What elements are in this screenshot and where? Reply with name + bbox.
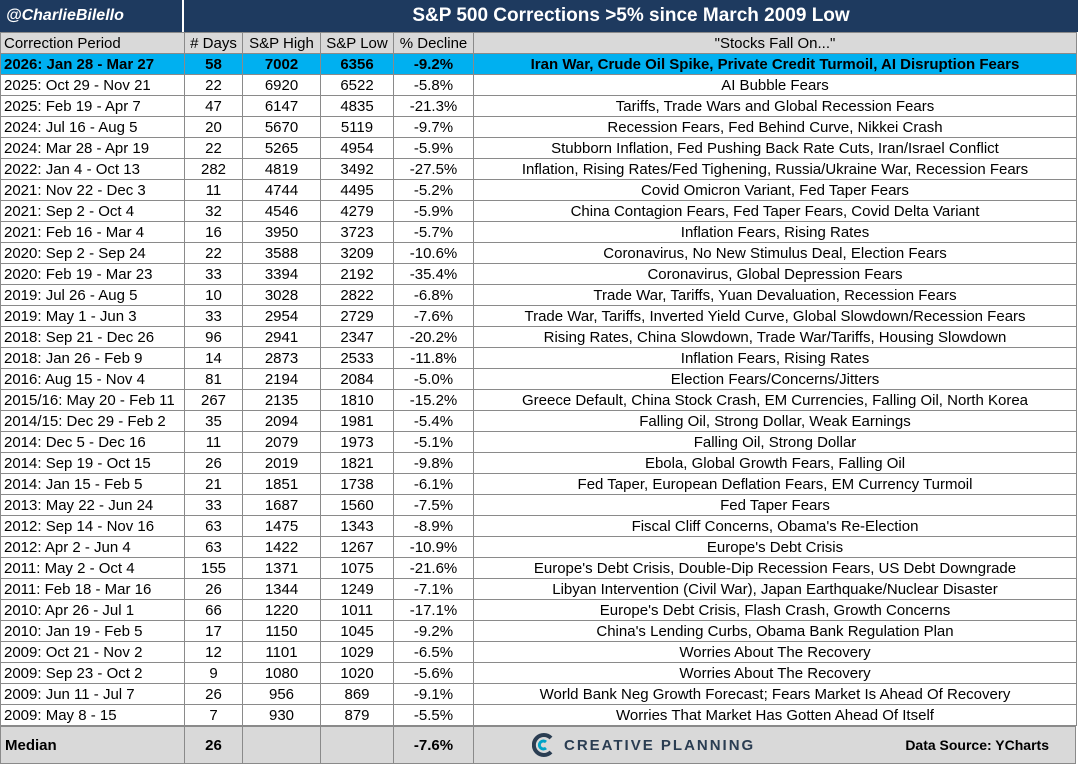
row-high: 930 bbox=[243, 705, 321, 726]
row-low: 1045 bbox=[321, 621, 394, 642]
row-reason: Fed Taper Fears bbox=[474, 495, 1077, 516]
author-handle: @CharlieBilello bbox=[0, 0, 184, 32]
row-low: 1738 bbox=[321, 474, 394, 495]
col-header-high: S&P High bbox=[243, 33, 321, 54]
row-reason: Worries That Market Has Gotten Ahead Of Itself bbox=[474, 705, 1077, 726]
row-reason: Covid Omicron Variant, Fed Taper Fears bbox=[474, 180, 1077, 201]
row-high: 1371 bbox=[243, 558, 321, 579]
row-period: 2009: Oct 21 - Nov 2 bbox=[1, 642, 185, 663]
row-reason: Trade War, Tariffs, Inverted Yield Curve, Global Slowdown/Recession Fears bbox=[474, 306, 1077, 327]
row-reason: Worries About The Recovery bbox=[474, 663, 1077, 684]
row-reason: Fed Taper, European Deflation Fears, EM Currency Turmoil bbox=[474, 474, 1077, 495]
row-low: 4835 bbox=[321, 96, 394, 117]
row-days: 14 bbox=[185, 348, 243, 369]
row-days: 21 bbox=[185, 474, 243, 495]
row-decline: -9.1% bbox=[394, 684, 474, 705]
row-period: 2025: Feb 19 - Apr 7 bbox=[1, 96, 185, 117]
table-row bbox=[1, 75, 1077, 96]
row-period: 2019: May 1 - Jun 3 bbox=[1, 306, 185, 327]
row-low: 4954 bbox=[321, 138, 394, 159]
row-low: 1973 bbox=[321, 432, 394, 453]
row-period: 2021: Sep 2 - Oct 4 bbox=[1, 201, 185, 222]
row-days: 20 bbox=[185, 117, 243, 138]
row-high: 3588 bbox=[243, 243, 321, 264]
row-high: 2954 bbox=[243, 306, 321, 327]
row-decline: -11.8% bbox=[394, 348, 474, 369]
row-decline: -9.7% bbox=[394, 117, 474, 138]
row-high: 4819 bbox=[243, 159, 321, 180]
row-low: 6522 bbox=[321, 75, 394, 96]
table-row bbox=[1, 390, 1077, 411]
row-high: 1080 bbox=[243, 663, 321, 684]
row-low: 3492 bbox=[321, 159, 394, 180]
row-reason: Recession Fears, Fed Behind Curve, Nikkei Crash bbox=[474, 117, 1077, 138]
row-low: 5119 bbox=[321, 117, 394, 138]
row-period: 2014: Sep 19 - Oct 15 bbox=[1, 453, 185, 474]
row-reason: Stubborn Inflation, Fed Pushing Back Rate Cuts, Iran/Israel Conflict bbox=[474, 138, 1077, 159]
row-days: 33 bbox=[185, 495, 243, 516]
row-high: 2194 bbox=[243, 369, 321, 390]
row-period: 2009: Jun 11 - Jul 7 bbox=[1, 684, 185, 705]
table-row bbox=[1, 159, 1077, 180]
row-high: 3394 bbox=[243, 264, 321, 285]
row-period: 2011: Feb 18 - Mar 16 bbox=[1, 579, 185, 600]
row-period: 2020: Feb 19 - Mar 23 bbox=[1, 264, 185, 285]
median-footer bbox=[0, 726, 1076, 764]
row-period: 2013: May 22 - Jun 24 bbox=[1, 495, 185, 516]
row-decline: -35.4% bbox=[394, 264, 474, 285]
row-reason: Greece Default, China Stock Crash, EM Currencies, Falling Oil, North Korea bbox=[474, 390, 1077, 411]
row-decline: -9.2% bbox=[394, 54, 474, 75]
row-decline: -9.2% bbox=[394, 621, 474, 642]
row-days: 11 bbox=[185, 180, 243, 201]
row-days: 63 bbox=[185, 537, 243, 558]
table-row bbox=[1, 474, 1077, 495]
row-period: 2018: Jan 26 - Feb 9 bbox=[1, 348, 185, 369]
row-reason: Coronavirus, No New Stimulus Deal, Election Fears bbox=[474, 243, 1077, 264]
col-header-decline: % Decline bbox=[394, 33, 474, 54]
row-period: 2019: Jul 26 - Aug 5 bbox=[1, 285, 185, 306]
row-decline: -20.2% bbox=[394, 327, 474, 348]
row-high: 1220 bbox=[243, 600, 321, 621]
row-high: 1101 bbox=[243, 642, 321, 663]
row-period: 2025: Oct 29 - Nov 21 bbox=[1, 75, 185, 96]
row-high: 1687 bbox=[243, 495, 321, 516]
row-period: 2014/15: Dec 29 - Feb 2 bbox=[1, 411, 185, 432]
row-days: 33 bbox=[185, 306, 243, 327]
row-days: 17 bbox=[185, 621, 243, 642]
row-decline: -5.4% bbox=[394, 411, 474, 432]
row-period: 2012: Sep 14 - Nov 16 bbox=[1, 516, 185, 537]
table-row bbox=[1, 411, 1077, 432]
row-decline: -17.1% bbox=[394, 600, 474, 621]
row-decline: -10.9% bbox=[394, 537, 474, 558]
row-decline: -5.2% bbox=[394, 180, 474, 201]
row-low: 2084 bbox=[321, 369, 394, 390]
row-period: 2010: Jan 19 - Feb 5 bbox=[1, 621, 185, 642]
row-days: 9 bbox=[185, 663, 243, 684]
footer-branding bbox=[474, 727, 1075, 763]
row-high: 2094 bbox=[243, 411, 321, 432]
row-reason: Trade War, Tariffs, Yuan Devaluation, Recession Fears bbox=[474, 285, 1077, 306]
row-days: 26 bbox=[185, 684, 243, 705]
row-period: 2021: Feb 16 - Mar 4 bbox=[1, 222, 185, 243]
table-row bbox=[1, 453, 1077, 474]
row-low: 6356 bbox=[321, 54, 394, 75]
row-high: 3950 bbox=[243, 222, 321, 243]
table-row bbox=[1, 642, 1077, 663]
table-row bbox=[1, 138, 1077, 159]
row-decline: -27.5% bbox=[394, 159, 474, 180]
row-reason: AI Bubble Fears bbox=[474, 75, 1077, 96]
row-decline: -7.6% bbox=[394, 306, 474, 327]
table-row bbox=[1, 285, 1077, 306]
row-high: 5265 bbox=[243, 138, 321, 159]
row-period: 2012: Apr 2 - Jun 4 bbox=[1, 537, 185, 558]
row-days: 10 bbox=[185, 285, 243, 306]
row-reason: Ebola, Global Growth Fears, Falling Oil bbox=[474, 453, 1077, 474]
row-period: 2020: Sep 2 - Sep 24 bbox=[1, 243, 185, 264]
median-days: 26 bbox=[185, 727, 243, 763]
table-row bbox=[1, 600, 1077, 621]
row-reason: Europe's Debt Crisis bbox=[474, 537, 1077, 558]
row-period: 2010: Apr 26 - Jul 1 bbox=[1, 600, 185, 621]
table-row bbox=[1, 243, 1077, 264]
table-row bbox=[1, 684, 1077, 705]
row-days: 81 bbox=[185, 369, 243, 390]
table-row bbox=[1, 201, 1077, 222]
row-reason: Tariffs, Trade Wars and Global Recession Fears bbox=[474, 96, 1077, 117]
row-days: 63 bbox=[185, 516, 243, 537]
row-high: 4546 bbox=[243, 201, 321, 222]
table-row bbox=[1, 180, 1077, 201]
row-days: 58 bbox=[185, 54, 243, 75]
row-decline: -6.8% bbox=[394, 285, 474, 306]
row-reason: China's Lending Curbs, Obama Bank Regulation Plan bbox=[474, 621, 1077, 642]
table-row bbox=[1, 663, 1077, 684]
row-low: 1011 bbox=[321, 600, 394, 621]
row-days: 66 bbox=[185, 600, 243, 621]
row-low: 1981 bbox=[321, 411, 394, 432]
row-high: 4744 bbox=[243, 180, 321, 201]
row-low: 4495 bbox=[321, 180, 394, 201]
row-days: 22 bbox=[185, 243, 243, 264]
table-row bbox=[1, 54, 1077, 75]
row-low: 2192 bbox=[321, 264, 394, 285]
median-high-empty bbox=[243, 727, 321, 763]
row-days: 155 bbox=[185, 558, 243, 579]
row-high: 956 bbox=[243, 684, 321, 705]
row-reason: Falling Oil, Strong Dollar bbox=[474, 432, 1077, 453]
row-high: 6920 bbox=[243, 75, 321, 96]
table-row bbox=[1, 432, 1077, 453]
row-days: 22 bbox=[185, 75, 243, 96]
row-low: 1249 bbox=[321, 579, 394, 600]
row-high: 2135 bbox=[243, 390, 321, 411]
col-header-low: S&P Low bbox=[321, 33, 394, 54]
row-low: 1343 bbox=[321, 516, 394, 537]
row-reason: World Bank Neg Growth Forecast; Fears Market Is Ahead Of Recovery bbox=[474, 684, 1077, 705]
row-high: 3028 bbox=[243, 285, 321, 306]
row-days: 26 bbox=[185, 453, 243, 474]
row-low: 1029 bbox=[321, 642, 394, 663]
col-header-reason: "Stocks Fall On..." bbox=[474, 33, 1077, 54]
row-reason: Rising Rates, China Slowdown, Trade War/Tariffs, Housing Slowdown bbox=[474, 327, 1077, 348]
col-header-days: # Days bbox=[185, 33, 243, 54]
table-row bbox=[1, 537, 1077, 558]
corrections-table bbox=[0, 32, 1077, 726]
row-decline: -5.9% bbox=[394, 201, 474, 222]
row-reason: Europe's Debt Crisis, Flash Crash, Growth Concerns bbox=[474, 600, 1077, 621]
row-days: 267 bbox=[185, 390, 243, 411]
table-row bbox=[1, 579, 1077, 600]
row-decline: -5.1% bbox=[394, 432, 474, 453]
row-days: 16 bbox=[185, 222, 243, 243]
table-row bbox=[1, 369, 1077, 390]
row-low: 1821 bbox=[321, 453, 394, 474]
table-row bbox=[1, 558, 1077, 579]
row-decline: -6.1% bbox=[394, 474, 474, 495]
row-days: 47 bbox=[185, 96, 243, 117]
row-decline: -21.3% bbox=[394, 96, 474, 117]
row-high: 2941 bbox=[243, 327, 321, 348]
row-period: 2011: May 2 - Oct 4 bbox=[1, 558, 185, 579]
row-days: 11 bbox=[185, 432, 243, 453]
table-row bbox=[1, 327, 1077, 348]
row-days: 26 bbox=[185, 579, 243, 600]
row-low: 1810 bbox=[321, 390, 394, 411]
row-decline: -10.6% bbox=[394, 243, 474, 264]
logo-c-icon bbox=[532, 733, 556, 757]
row-period: 2014: Dec 5 - Dec 16 bbox=[1, 432, 185, 453]
table-row bbox=[1, 705, 1077, 726]
row-reason: Iran War, Crude Oil Spike, Private Credit Turmoil, AI Disruption Fears bbox=[474, 54, 1077, 75]
row-low: 4279 bbox=[321, 201, 394, 222]
row-low: 2533 bbox=[321, 348, 394, 369]
row-period: 2018: Sep 21 - Dec 26 bbox=[1, 327, 185, 348]
row-decline: -21.6% bbox=[394, 558, 474, 579]
row-low: 1267 bbox=[321, 537, 394, 558]
row-reason: Worries About The Recovery bbox=[474, 642, 1077, 663]
table-row bbox=[1, 495, 1077, 516]
sheet-title: S&P 500 Corrections >5% since March 2009 Low bbox=[184, 0, 1078, 32]
row-days: 282 bbox=[185, 159, 243, 180]
row-days: 33 bbox=[185, 264, 243, 285]
row-high: 1344 bbox=[243, 579, 321, 600]
row-reason: Fiscal Cliff Concerns, Obama's Re-Election bbox=[474, 516, 1077, 537]
row-days: 7 bbox=[185, 705, 243, 726]
row-decline: -8.9% bbox=[394, 516, 474, 537]
row-reason: Inflation Fears, Rising Rates bbox=[474, 348, 1077, 369]
row-reason: Falling Oil, Strong Dollar, Weak Earnings bbox=[474, 411, 1077, 432]
logo-text: CREATIVE PLANNING bbox=[564, 736, 756, 754]
median-low-empty bbox=[321, 727, 394, 763]
row-reason: Europe's Debt Crisis, Double-Dip Recession Fears, US Debt Downgrade bbox=[474, 558, 1077, 579]
row-days: 22 bbox=[185, 138, 243, 159]
row-days: 35 bbox=[185, 411, 243, 432]
row-low: 1075 bbox=[321, 558, 394, 579]
title-row bbox=[0, 0, 1078, 32]
row-period: 2024: Jul 16 - Aug 5 bbox=[1, 117, 185, 138]
row-high: 5670 bbox=[243, 117, 321, 138]
row-reason: Coronavirus, Global Depression Fears bbox=[474, 264, 1077, 285]
row-low: 3209 bbox=[321, 243, 394, 264]
median-decline: -7.6% bbox=[394, 727, 474, 763]
table-row bbox=[1, 117, 1077, 138]
row-period: 2009: Sep 23 - Oct 2 bbox=[1, 663, 185, 684]
row-period: 2022: Jan 4 - Oct 13 bbox=[1, 159, 185, 180]
row-period: 2009: May 8 - 15 bbox=[1, 705, 185, 726]
row-low: 1560 bbox=[321, 495, 394, 516]
row-decline: -15.2% bbox=[394, 390, 474, 411]
row-low: 2729 bbox=[321, 306, 394, 327]
table-row bbox=[1, 348, 1077, 369]
row-reason: Inflation, Rising Rates/Fed Tighening, Russia/Ukraine War, Recession Fears bbox=[474, 159, 1077, 180]
row-low: 879 bbox=[321, 705, 394, 726]
column-header-row bbox=[1, 33, 1077, 54]
row-low: 1020 bbox=[321, 663, 394, 684]
row-period: 2015/16: May 20 - Feb 11 bbox=[1, 390, 185, 411]
table-row bbox=[1, 306, 1077, 327]
row-period: 2026: Jan 28 - Mar 27 bbox=[1, 54, 185, 75]
row-high: 1851 bbox=[243, 474, 321, 495]
row-decline: -5.6% bbox=[394, 663, 474, 684]
table-row bbox=[1, 516, 1077, 537]
row-decline: -7.1% bbox=[394, 579, 474, 600]
creative-planning-logo bbox=[532, 733, 755, 757]
row-days: 12 bbox=[185, 642, 243, 663]
row-decline: -5.8% bbox=[394, 75, 474, 96]
data-source: Data Source: YCharts bbox=[905, 737, 1049, 753]
row-high: 2873 bbox=[243, 348, 321, 369]
row-decline: -5.0% bbox=[394, 369, 474, 390]
row-period: 2016: Aug 15 - Nov 4 bbox=[1, 369, 185, 390]
table-row bbox=[1, 222, 1077, 243]
row-high: 1475 bbox=[243, 516, 321, 537]
row-reason: Libyan Intervention (Civil War), Japan Earthquake/Nuclear Disaster bbox=[474, 579, 1077, 600]
row-low: 2822 bbox=[321, 285, 394, 306]
row-decline: -6.5% bbox=[394, 642, 474, 663]
row-high: 1150 bbox=[243, 621, 321, 642]
row-high: 1422 bbox=[243, 537, 321, 558]
row-low: 869 bbox=[321, 684, 394, 705]
row-decline: -7.5% bbox=[394, 495, 474, 516]
table-row bbox=[1, 621, 1077, 642]
table-row bbox=[1, 96, 1077, 117]
row-high: 6147 bbox=[243, 96, 321, 117]
row-decline: -5.7% bbox=[394, 222, 474, 243]
row-low: 3723 bbox=[321, 222, 394, 243]
col-header-period: Correction Period bbox=[1, 33, 185, 54]
row-period: 2024: Mar 28 - Apr 19 bbox=[1, 138, 185, 159]
row-decline: -5.9% bbox=[394, 138, 474, 159]
row-days: 32 bbox=[185, 201, 243, 222]
row-low: 2347 bbox=[321, 327, 394, 348]
row-period: 2021: Nov 22 - Dec 3 bbox=[1, 180, 185, 201]
row-reason: Election Fears/Concerns/Jitters bbox=[474, 369, 1077, 390]
row-high: 2019 bbox=[243, 453, 321, 474]
row-decline: -9.8% bbox=[394, 453, 474, 474]
table-row bbox=[1, 264, 1077, 285]
row-high: 2079 bbox=[243, 432, 321, 453]
median-label: Median bbox=[1, 727, 185, 763]
row-days: 96 bbox=[185, 327, 243, 348]
row-decline: -5.5% bbox=[394, 705, 474, 726]
row-period: 2014: Jan 15 - Feb 5 bbox=[1, 474, 185, 495]
row-high: 7002 bbox=[243, 54, 321, 75]
row-reason: China Contagion Fears, Fed Taper Fears, Covid Delta Variant bbox=[474, 201, 1077, 222]
row-reason: Inflation Fears, Rising Rates bbox=[474, 222, 1077, 243]
